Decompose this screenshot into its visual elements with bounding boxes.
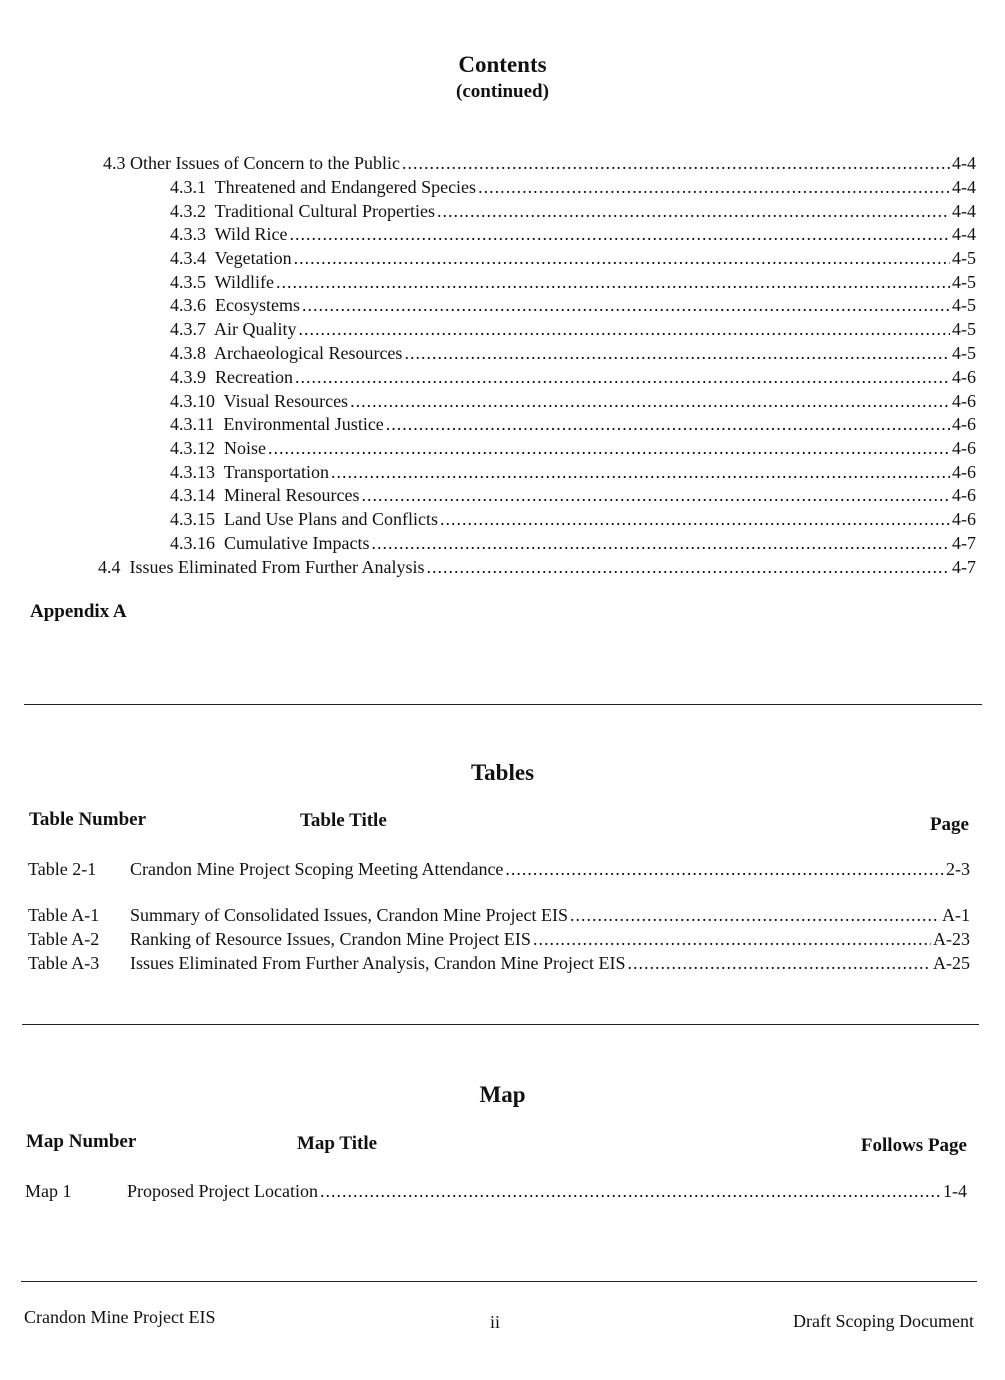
toc-leader	[386, 412, 950, 436]
map-col-page: Follows Page	[860, 1135, 967, 1156]
toc-entry[interactable]	[170, 483, 976, 507]
toc-leader	[361, 483, 950, 507]
toc-entry-page: 4-6	[952, 485, 976, 505]
toc-entry[interactable]	[170, 531, 976, 555]
toc-leader	[437, 199, 950, 223]
toc-leader	[299, 317, 951, 341]
toc-entry-label: 4.3.1 Threatened and Endangered Species	[170, 177, 477, 197]
map-page: 1-4	[943, 1181, 967, 1201]
toc-leader	[350, 389, 950, 413]
toc-entry-label: 4.4 Issues Eliminated From Further Analysis	[98, 557, 425, 577]
toc-leader	[289, 222, 950, 246]
toc-leader	[505, 857, 944, 881]
table-row[interactable]	[28, 903, 970, 927]
toc-entry-page: 4-5	[952, 343, 976, 363]
toc-entry[interactable]	[170, 389, 976, 413]
toc-entry-page: 4-4	[952, 224, 976, 244]
table-title: Summary of Consolidated Issues, Crandon Mine Project EIS	[130, 905, 568, 925]
toc-leader	[402, 151, 950, 175]
table-number: Table A-3	[28, 953, 100, 973]
toc-entry-label: 4.3 Other Issues of Concern to the Public	[103, 153, 400, 173]
toc-entry-label: 4.3.13 Transportation	[170, 462, 330, 482]
toc-entry-label: 4.3.5 Wildlife	[170, 272, 274, 292]
map-title: Map	[479, 1082, 526, 1107]
toc-entry-page: 4-6	[952, 438, 976, 458]
appendix-heading: Appendix A	[30, 601, 127, 622]
contents-subtitle: (continued)	[456, 81, 549, 102]
toc-entry[interactable]	[103, 151, 976, 175]
map-col-title: Map Title	[297, 1133, 378, 1154]
toc-entry-page: 4-5	[952, 272, 976, 292]
divider	[22, 1024, 979, 1025]
toc-entry-page: 4-6	[952, 414, 976, 434]
toc-entry[interactable]	[170, 436, 976, 460]
toc-entry-label: 4.3.6 Ecosystems	[170, 295, 300, 315]
tables-col-number: Table Number	[29, 809, 147, 830]
toc-entry-label: 4.3.10 Visual Resources	[170, 391, 349, 411]
toc-leader	[276, 270, 950, 294]
toc-entry[interactable]	[170, 317, 976, 341]
toc-leader	[320, 1179, 941, 1203]
toc-entry-page: 4-7	[952, 557, 976, 577]
footer-divider	[21, 1281, 977, 1282]
toc-entry[interactable]	[170, 341, 976, 365]
toc-entry-page: 4-4	[952, 177, 976, 197]
table-number: Table 2-1	[28, 859, 97, 879]
table-row[interactable]	[28, 927, 970, 951]
contents-title: Contents	[458, 52, 547, 77]
toc-entry-label: 4.3.15 Land Use Plans and Conflicts	[170, 509, 438, 529]
toc-entry-label: 4.3.2 Traditional Cultural Properties	[170, 201, 435, 221]
toc-leader	[371, 531, 950, 555]
toc-entry[interactable]	[170, 507, 976, 531]
table-title: Crandon Mine Project Scoping Meeting Attendance	[130, 859, 504, 879]
toc-entry-label: 4.3.3 Wild Rice	[170, 224, 288, 244]
table-number: Table A-2	[28, 929, 100, 949]
table-page: A-25	[933, 953, 970, 973]
toc-entry-page: 4-5	[952, 295, 976, 315]
table-title: Issues Eliminated From Further Analysis, Crandon Mine Project EIS	[130, 953, 626, 973]
toc-entry[interactable]	[170, 246, 976, 270]
toc-entry-page: 4-6	[952, 462, 976, 482]
toc-entry[interactable]	[170, 270, 976, 294]
toc-entry-page: 4-6	[952, 367, 976, 387]
toc-leader	[331, 460, 950, 484]
toc-leader	[478, 175, 950, 199]
map-col-number: Map Number	[26, 1131, 137, 1152]
footer-left: Crandon Mine Project EIS	[24, 1307, 216, 1327]
toc-leader	[294, 246, 950, 270]
tables-title: Tables	[470, 760, 535, 785]
toc-entry-page: 4-7	[952, 533, 976, 553]
map-row-title: Proposed Project Location	[127, 1181, 318, 1201]
table-number: Table A-1	[28, 905, 100, 925]
toc-entry-page: 4-4	[952, 201, 976, 221]
toc-entry-label: 4.3.4 Vegetation	[170, 248, 292, 268]
toc-leader	[404, 341, 950, 365]
toc-leader	[570, 903, 940, 927]
toc-leader	[440, 507, 950, 531]
tables-col-page: Page	[929, 814, 969, 835]
toc-entry-page: 4-5	[952, 319, 976, 339]
table-row[interactable]	[28, 951, 970, 975]
toc-entry[interactable]	[98, 555, 976, 579]
toc-entry[interactable]	[170, 412, 976, 436]
footer-right: Draft Scoping Document	[793, 1311, 974, 1331]
toc-entry[interactable]	[170, 293, 976, 317]
toc-entry[interactable]	[170, 365, 976, 389]
toc-entry[interactable]	[170, 175, 976, 199]
tables-col-title: Table Title	[300, 810, 387, 831]
toc-entry-label: 4.3.16 Cumulative Impacts	[170, 533, 370, 553]
toc-leader	[295, 365, 950, 389]
table-title: Ranking of Resource Issues, Crandon Mine Project EIS	[130, 929, 531, 949]
toc-entry-page: 4-6	[952, 509, 976, 529]
toc-leader	[426, 555, 950, 579]
toc-entry-page: 4-4	[952, 153, 976, 173]
toc-entry-label: 4.3.8 Archaeological Resources	[170, 343, 403, 363]
toc-entry[interactable]	[170, 222, 976, 246]
toc-entry-page: 4-5	[952, 248, 976, 268]
map-number: Map 1	[25, 1181, 72, 1201]
toc-entry-page: 4-6	[952, 391, 976, 411]
toc-entry[interactable]	[170, 460, 976, 484]
toc-leader	[627, 951, 931, 975]
footer-page-number: ii	[490, 1312, 501, 1332]
toc-leader	[302, 293, 950, 317]
map-row[interactable]	[25, 1179, 967, 1203]
toc-entry-label: 4.3.7 Air Quality	[170, 319, 297, 339]
toc-entry-label: 4.3.9 Recreation	[170, 367, 293, 387]
toc-entry-label: 4.3.11 Environmental Justice	[170, 414, 384, 434]
toc-entry[interactable]	[170, 199, 976, 223]
table-page: A-23	[933, 929, 970, 949]
table-page: 2-3	[946, 859, 970, 879]
table-page: A-1	[942, 905, 970, 925]
divider	[24, 704, 982, 705]
toc-entry-label: 4.3.14 Mineral Resources	[170, 485, 360, 505]
table-row[interactable]	[28, 857, 970, 881]
toc-leader	[268, 436, 950, 460]
toc-entry-label: 4.3.12 Noise	[170, 438, 266, 458]
toc-leader	[533, 927, 931, 951]
